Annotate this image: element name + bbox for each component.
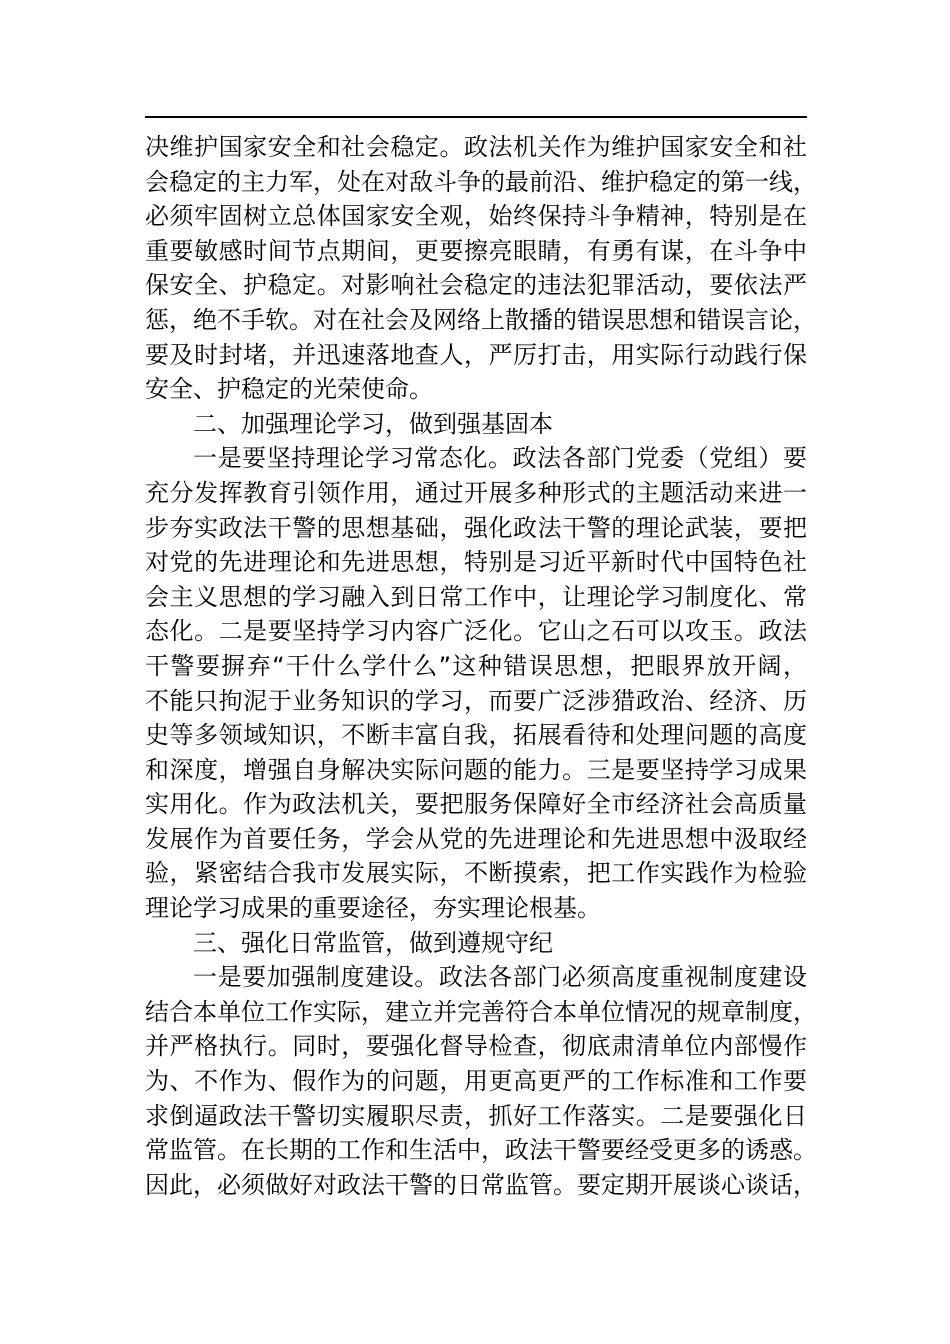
text-line: 必须牢固树立总体国家安全观，始终保持斗争精神，特别是在 — [145, 202, 807, 231]
text-line: 求倒逼政法干警切实履职尽责，抓好工作落实。二是要强化日 — [145, 1101, 807, 1130]
text-line: 三、强化日常监管，做到遵规守纪 — [193, 928, 553, 957]
text-line: 重要敏感时间节点期间，更要擦亮眼睛，有勇有谋，在斗争中 — [145, 236, 807, 265]
text-line: 步夯实政法干警的思想基础，强化政法干警的理论武装，要把 — [145, 513, 807, 542]
text-line: 理论学习成果的重要途径，夯实理论根基。 — [145, 894, 601, 923]
text-line: 一是要加强制度建设。政法各部门必须高度重视制度建设 — [193, 963, 807, 992]
text-line: 会主义思想的学习融入到日常工作中，让理论学习制度化、常 — [145, 582, 807, 611]
text-line: 史等多领域知识，不断丰富自我，拓展看待和处理问题的高度 — [145, 721, 807, 750]
header-rule — [145, 116, 807, 118]
text-line: 安全、护稳定的光荣使命。 — [145, 375, 433, 404]
text-line: 充分发挥教育引领作用，通过开展多种形式的主题活动来进一 — [145, 478, 807, 507]
text-line: 二、加强理论学习，做到强基固本 — [193, 409, 553, 438]
text-line: 对党的先进理论和先进思想，特别是习近平新时代中国特色社 — [145, 548, 807, 577]
text-line: 一是要坚持理论学习常态化。政法各部门党委（党组）要 — [193, 444, 807, 473]
text-line: 要及时封堵，并迅速落地查人，严厉打击，用实际行动践行保 — [145, 340, 807, 369]
text-line: 实用化。作为政法机关，要把服务保障好全市经济社会高质量 — [145, 790, 807, 819]
text-line: 干警要摒弃“干什么学什么”这种错误思想，把眼界放开阔， — [145, 651, 807, 680]
body-text — [145, 130, 817, 1202]
text-line: 发展作为首要任务，学会从党的先进理论和先进思想中汲取经 — [145, 824, 807, 853]
text-line: 并严格执行。同时，要强化督导检查，彻底肃清单位内部慢作 — [145, 1032, 807, 1061]
text-line: 决维护国家安全和社会稳定。政法机关作为维护国家安全和社 — [145, 133, 807, 161]
text-line: 和深度，增强自身解决实际问题的能力。三是要坚持学习成果 — [145, 755, 807, 784]
text-line: 常监管。在长期的工作和生活中，政法干警要经受更多的诱惑。 — [145, 1136, 817, 1165]
text-line: 为、不作为、假作为的问题，用更高更严的工作标准和工作要 — [145, 1067, 807, 1096]
text-line: 会稳定的主力军，处在对敌斗争的最前沿、维护稳定的第一线， — [145, 167, 817, 196]
text-line: 不能只拘泥于业务知识的学习，而要广泛涉猎政治、经济、历 — [145, 686, 807, 715]
text-line: 惩，绝不手软。对在社会及网络上散播的错误思想和错误言论， — [145, 305, 817, 334]
text-line: 结合本单位工作实际，建立并完善符合本单位情况的规章制度， — [145, 997, 817, 1026]
text-line: 态化。二是要坚持学习内容广泛化。它山之石可以攻玉。政法 — [145, 617, 807, 646]
text-line: 验，紧密结合我市发展实际，不断摸索，把工作实践作为检验 — [145, 859, 807, 888]
text-line: 保安全、护稳定。对影响社会稳定的违法犯罪活动，要依法严 — [145, 271, 807, 300]
text-line: 因此，必须做好对政法干警的日常监管。要定期开展谈心谈话， — [145, 1170, 817, 1199]
